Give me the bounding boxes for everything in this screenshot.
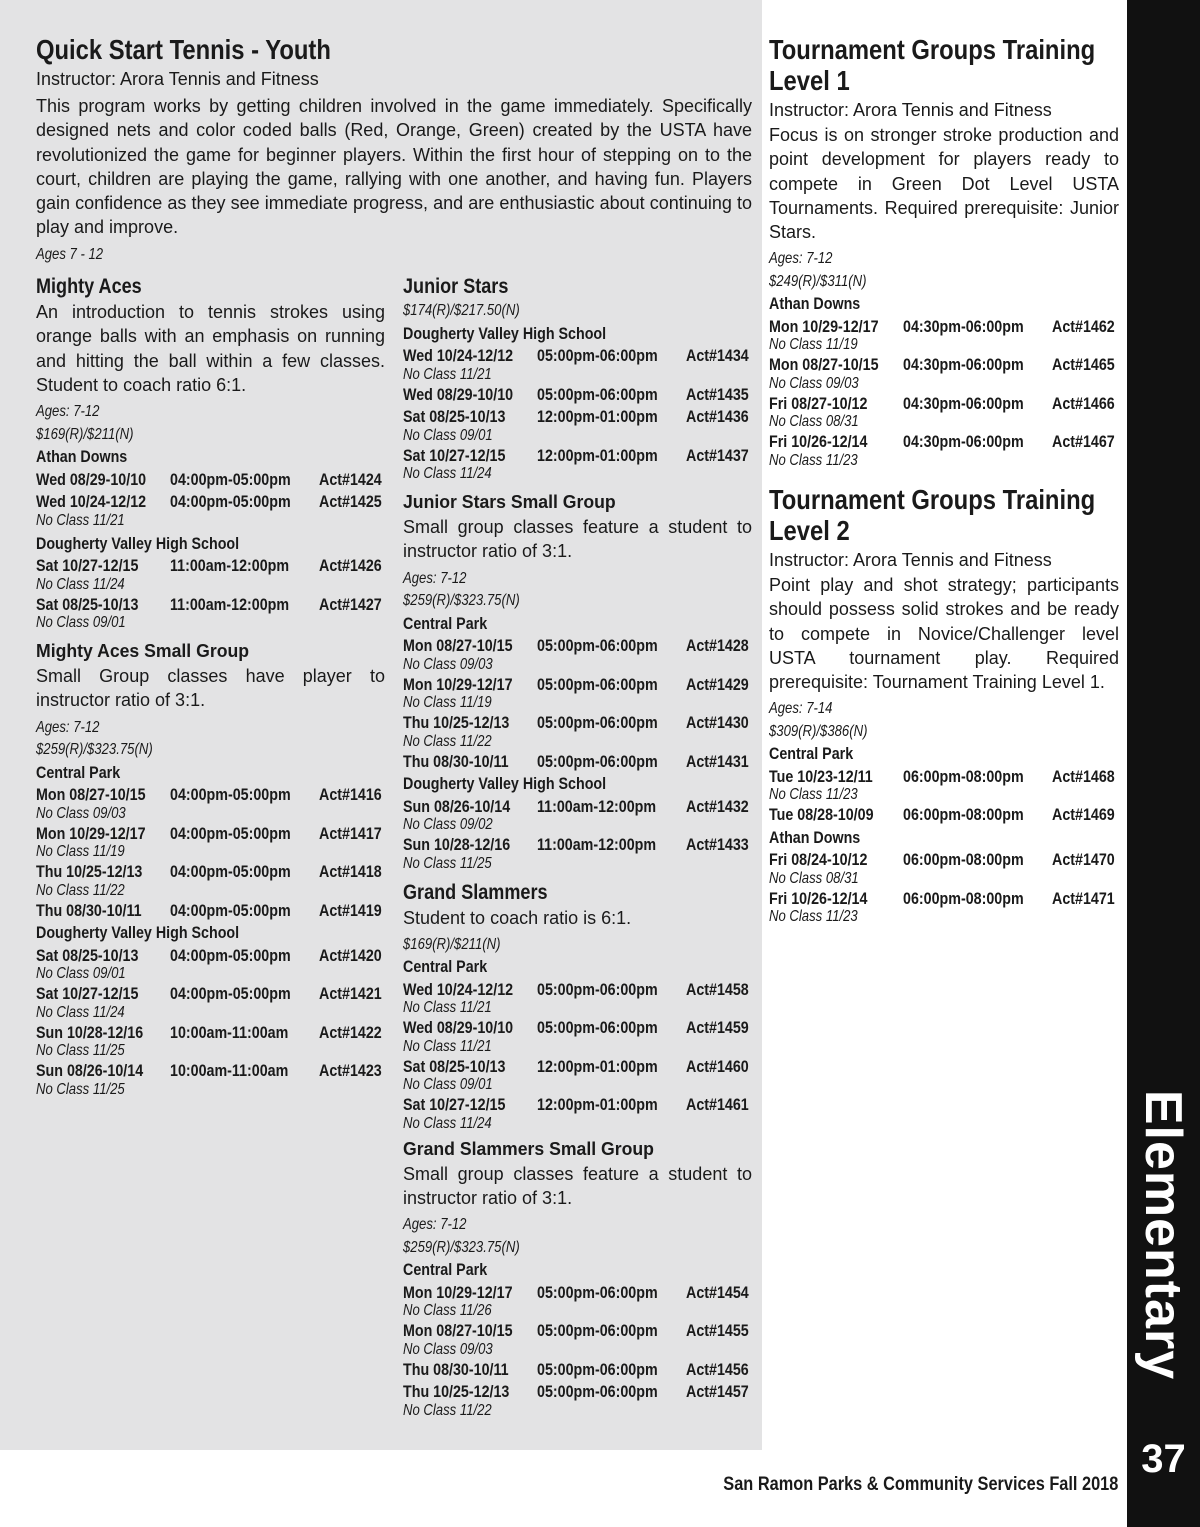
no-class-note: No Class 11/22 [403,1401,492,1419]
section-description: Small Group classes have player to instructor ratio of 3:1. [36,666,385,711]
class-row [769,431,1119,454]
class-dates: Sat 08/25-10/13 [403,1056,506,1076]
section-title: Junior Stars Small Group [403,492,616,512]
section-title: Junior Stars [403,275,509,298]
price-label: $169(R)/$211(N) [36,425,134,443]
section-title-level: Level 1 [769,65,850,96]
class-dates: Fri 10/26-12/14 [769,888,868,908]
class-row [36,823,385,846]
activity-number: Act#1470 [1052,850,1115,870]
class-row [403,1282,752,1305]
class-time: 05:00pm-06:00pm [537,1018,658,1038]
class-dates: Wed 08/29-10/10 [403,1018,514,1038]
class-time: 04:00pm-05:00pm [170,984,291,1004]
class-dates: Sat 08/25-10/13 [36,945,139,965]
section-label: Elementary [1134,1089,1192,1381]
price-label: $259(R)/$323.75(N) [403,1238,520,1256]
price-label: $174(R)/$217.50(N) [403,302,520,319]
class-time: 05:00pm-06:00pm [537,713,658,733]
class-dates: Wed 10/24-12/12 [403,346,514,365]
location-heading: Central Park [769,744,854,764]
class-time: 04:00pm-05:00pm [170,785,291,805]
no-class-note: No Class 11/23 [769,451,858,469]
class-row [769,804,1119,827]
class-time: 11:00am-12:00pm [537,796,657,816]
no-class-note: No Class 11/21 [36,511,125,529]
class-row [403,1017,752,1040]
class-row [36,945,385,968]
class-dates: Mon 08/27-10/15 [403,1321,513,1341]
section-title: Grand Slammers Small Group [403,1138,654,1159]
location-heading: Dougherty Valley High School [36,533,240,553]
class-time: 06:00pm-08:00pm [903,850,1024,870]
no-class-note: No Class 11/19 [36,843,125,861]
no-class-note: No Class 08/31 [769,413,859,431]
class-row [36,491,385,514]
location-heading: Dougherty Valley High School [403,323,607,343]
class-row [36,1060,385,1083]
class-dates: Mon 08/27-10/15 [36,785,146,805]
no-class-note: No Class 11/21 [403,365,492,383]
no-class-note: No Class 09/03 [403,1340,493,1358]
grand-slammers-section [403,879,752,1133]
class-dates: Sat 10/27-12/15 [36,984,139,1004]
class-time: 12:00pm-01:00pm [537,1056,658,1076]
ages-label: Ages: 7-12 [403,569,467,587]
no-class-note: No Class 11/26 [403,1302,492,1320]
class-time: 11:00am-12:00pm [170,556,290,576]
activity-number: Act#1469 [1052,805,1115,825]
no-class-note: No Class 11/24 [403,1114,492,1132]
no-class-note: No Class 11/19 [403,694,492,712]
location-heading: Central Park [403,1260,488,1280]
no-class-note: No Class 09/01 [36,614,126,632]
price-label: $249(R)/$311(N) [769,272,867,290]
class-time: 05:00pm-06:00pm [537,1282,658,1302]
no-class-note: No Class 11/21 [403,1037,492,1055]
class-time: 04:30pm-06:00pm [903,393,1024,413]
no-class-note: No Class 09/01 [36,965,126,983]
mighty-aces-section [36,273,385,632]
class-time: 12:00pm-01:00pm [537,407,658,426]
activity-number: Act#1465 [1052,355,1115,375]
class-time: 12:00pm-01:00pm [537,445,658,465]
no-class-note: No Class 11/24 [403,465,492,482]
no-class-note: No Class 11/23 [769,908,858,926]
section-title: Grand Slammers [403,880,548,904]
location-heading: Central Park [36,762,121,782]
class-time: 04:30pm-06:00pm [903,432,1024,452]
class-dates: Sat 08/25-10/13 [36,594,139,614]
quick-start-intro [36,34,752,266]
class-row [403,834,752,857]
class-dates: Thu 08/30-10/11 [403,1359,509,1379]
location-heading: Athan Downs [36,447,128,467]
class-row [403,979,752,1002]
activity-number: Act#1429 [686,674,749,694]
no-class-note: No Class 09/03 [36,804,126,822]
class-row [36,555,385,578]
activity-number: Act#1459 [686,1018,749,1038]
class-row [403,796,752,819]
instructor-line: Instructor: Arora Tennis and Fitness [769,549,1052,570]
class-time: 10:00am-11:00am [170,1022,289,1042]
class-dates: Thu 10/25-12/13 [403,713,510,733]
activity-number: Act#1419 [319,900,382,920]
activity-number: Act#1462 [1052,316,1115,336]
class-dates: Sun 08/26-10/14 [36,1061,144,1081]
activity-number: Act#1457 [686,1382,749,1402]
class-row [769,849,1119,872]
activity-number: Act#1466 [1052,393,1115,413]
class-time: 04:30pm-06:00pm [903,316,1024,336]
mighty-aces-small-group-section [36,638,385,1099]
section-title: Tournament Groups Training [769,34,1096,65]
class-time: 10:00am-11:00am [170,1061,289,1081]
class-dates: Thu 08/30-10/11 [36,900,142,920]
class-time: 04:00pm-05:00pm [170,469,291,489]
no-class-note: No Class 11/25 [403,854,492,872]
activity-number: Act#1434 [686,346,749,365]
class-row [403,1056,752,1079]
class-dates: Sat 10/27-12/15 [36,556,139,576]
tournament-level-1-section [769,34,1119,470]
no-class-note: No Class 09/02 [403,816,493,834]
class-row [36,861,385,884]
activity-number: Act#1416 [319,785,382,805]
no-class-note: No Class 09/03 [403,655,493,673]
grand-slammers-small-group-section [403,1136,752,1420]
page-footer: San Ramon Parks & Community Services Fall 2018 [722,1474,1118,1495]
section-description: Small group classes feature a student to instructor ratio of 3:1. [403,517,752,562]
class-time: 04:00pm-05:00pm [170,945,291,965]
price-label: $309(R)/$386(N) [769,722,868,740]
class-row [403,406,752,429]
junior-stars-section [403,273,752,483]
activity-number: Act#1468 [1052,766,1115,786]
class-dates: Mon 10/29-12/17 [403,674,513,694]
no-class-note: No Class 09/03 [769,374,859,392]
class-dates: Thu 10/25-12/13 [403,1382,510,1402]
class-row [403,751,752,774]
class-time: 04:00pm-05:00pm [170,900,291,920]
class-row [36,594,385,617]
no-class-note: No Class 11/25 [36,1080,125,1098]
ages-label: Ages: 7-14 [769,700,833,718]
price-label: $169(R)/$211(N) [403,935,501,953]
class-row [36,784,385,807]
class-dates: Sat 10/27-12/15 [403,445,506,465]
class-time: 05:00pm-06:00pm [537,1359,658,1379]
activity-number: Act#1467 [1052,432,1115,452]
location-heading: Dougherty Valley High School [36,923,240,943]
program-description: This program works by getting children involved in the game immediately. Specifically designed nets and color coded balls (Red, Orange, Green) created by the USTA have revolutionized the game for beginner players. Within the first hour of stepping on to the court, children are playing the game, rallying with one another, and having fun. Players gain confidence as they see immediate progress, and are enthusiastic about continuing to play and improve. [36,96,752,238]
class-dates: Thu 08/30-10/11 [403,751,509,771]
activity-number: Act#1455 [686,1321,749,1341]
tournament-level-2-section [769,484,1119,926]
section-description: Focus is on stronger stroke production and point development for players ready to compete in Green Dot Level USTA Tournaments. Required prerequisite: Junior Stars. [769,125,1119,243]
class-dates: Sun 10/28-12/16 [403,835,511,855]
class-dates: Wed 10/24-12/12 [36,492,147,512]
instructor-line: Instructor: Arora Tennis and Fitness [36,69,319,89]
class-dates: Sat 10/27-12/15 [403,1095,506,1115]
activity-number: Act#1421 [319,984,382,1004]
left-column [36,273,385,1099]
class-row [36,983,385,1006]
ages-label: Ages: 7-12 [36,403,100,421]
class-time: 04:00pm-05:00pm [170,823,291,843]
activity-number: Act#1433 [686,835,749,855]
activity-number: Act#1427 [319,594,382,614]
class-dates: Wed 08/29-10/10 [403,384,514,404]
class-row [769,393,1119,416]
class-time: 05:00pm-06:00pm [537,751,658,771]
class-time: 11:00am-12:00pm [537,835,657,855]
ages-label: Ages: 7-12 [36,718,100,736]
no-class-note: No Class 11/23 [769,786,858,804]
location-heading: Central Park [403,613,488,633]
class-row [36,469,385,492]
right-column [769,34,1119,926]
class-dates: Wed 08/29-10/10 [36,469,147,489]
class-dates: Mon 10/29-12/17 [403,1282,513,1302]
activity-number: Act#1436 [686,407,749,426]
class-row [403,1381,752,1404]
class-row [36,1022,385,1045]
activity-number: Act#1456 [686,1359,749,1379]
page-number: 37 [1141,1437,1186,1481]
activity-number: Act#1425 [319,492,382,512]
location-heading: Dougherty Valley High School [403,774,607,794]
ages-label: Ages 7 - 12 [36,245,104,263]
no-class-note: No Class 11/25 [36,1042,125,1060]
class-row [403,445,752,468]
activity-number: Act#1461 [686,1095,749,1115]
class-row [403,712,752,735]
class-row [403,1320,752,1343]
section-title: Mighty Aces [36,275,142,298]
class-time: 05:00pm-06:00pm [537,636,658,656]
activity-number: Act#1431 [686,751,749,771]
class-row [403,674,752,697]
class-time: 05:00pm-06:00pm [537,674,658,694]
activity-number: Act#1432 [686,796,749,816]
class-row [769,766,1119,789]
class-time: 05:00pm-06:00pm [537,346,658,365]
class-dates: Mon 08/27-10/15 [403,636,513,656]
class-dates: Mon 08/27-10/15 [769,355,879,375]
activity-number: Act#1435 [686,384,749,404]
activity-number: Act#1424 [319,469,382,489]
class-dates: Sun 10/28-12/16 [36,1022,144,1042]
activity-number: Act#1417 [319,823,382,843]
ages-label: Ages: 7-12 [769,250,833,268]
section-description: Student to coach ratio is 6:1. [403,907,632,928]
activity-number: Act#1454 [686,1282,749,1302]
no-class-note: No Class 09/01 [403,426,493,444]
activity-number: Act#1423 [319,1061,382,1081]
class-dates: Fri 08/24-10/12 [769,850,868,870]
class-time: 12:00pm-01:00pm [537,1095,658,1115]
location-heading: Athan Downs [769,827,861,847]
class-time: 06:00pm-08:00pm [903,805,1024,825]
class-dates: Tue 10/23-12/11 [769,766,873,786]
junior-stars-small-group-section [403,489,752,873]
class-time: 04:00pm-05:00pm [170,862,291,882]
class-time: 06:00pm-08:00pm [903,888,1024,908]
class-dates: Fri 08/27-10/12 [769,393,868,413]
price-label: $259(R)/$323.75(N) [403,592,520,610]
class-row [36,900,385,923]
class-row [403,1359,752,1382]
class-dates: Mon 10/29-12/17 [769,316,879,336]
class-row [769,354,1119,377]
class-time: 05:00pm-06:00pm [537,384,658,404]
class-dates: Sun 08/26-10/14 [403,796,511,816]
activity-number: Act#1460 [686,1056,749,1076]
no-class-note: No Class 11/22 [403,732,492,750]
no-class-note: No Class 11/21 [403,999,492,1017]
section-title: Tournament Groups Training [769,483,1096,515]
activity-number: Act#1418 [319,862,382,882]
class-row [769,316,1119,339]
class-dates: Wed 10/24-12/12 [403,979,514,999]
no-class-note: No Class 11/24 [36,1003,125,1021]
section-title-level: Level 2 [769,514,850,546]
activity-number: Act#1430 [686,713,749,733]
class-dates: Mon 10/29-12/17 [36,823,146,843]
class-dates: Sat 08/25-10/13 [403,407,506,426]
ages-label: Ages: 7-12 [403,1216,467,1234]
activity-number: Act#1420 [319,945,382,965]
class-dates: Fri 10/26-12/14 [769,432,868,452]
no-class-note: No Class 09/01 [403,1076,493,1094]
location-heading: Central Park [403,957,488,977]
section-description: Small group classes feature a student to instructor ratio of 3:1. [403,1163,752,1209]
section-description: An introduction to tennis strokes using orange balls with an emphasis on running and hitting the ball within a few classes. Student to coach ratio 6:1. [36,302,385,395]
no-class-note: No Class 11/24 [36,575,125,593]
activity-number: Act#1437 [686,445,749,465]
class-row [403,384,752,407]
activity-number: Act#1458 [686,979,749,999]
class-time: 05:00pm-06:00pm [537,979,658,999]
class-row [769,888,1119,911]
page-title: Quick Start Tennis - Youth [36,34,331,65]
class-row [403,345,752,368]
class-time: 06:00pm-08:00pm [903,766,1024,786]
class-dates: Tue 08/28-10/09 [769,805,874,825]
class-time: 04:00pm-05:00pm [170,492,291,512]
section-title: Mighty Aces Small Group [36,641,250,662]
instructor-line: Instructor: Arora Tennis and Fitness [769,100,1052,120]
class-row [403,635,752,658]
no-class-note: No Class 11/19 [769,336,858,354]
no-class-note: No Class 11/22 [36,881,125,899]
class-time: 11:00am-12:00pm [170,594,290,614]
activity-number: Act#1471 [1052,888,1115,908]
class-row [403,1094,752,1117]
location-heading: Athan Downs [769,294,861,314]
activity-number: Act#1422 [319,1022,382,1042]
no-class-note: No Class 08/31 [769,869,859,887]
price-label: $259(R)/$323.75(N) [36,741,153,759]
section-description: Point play and shot strategy; participants should possess solid strokes and be ready to compete in Novice/Challenger level USTA tournament play. Required prerequisite: Tournament Training Level 1. [769,574,1119,693]
activity-number: Act#1426 [319,556,382,576]
class-time: 04:30pm-06:00pm [903,355,1024,375]
activity-number: Act#1428 [686,636,749,656]
class-time: 05:00pm-06:00pm [537,1321,658,1341]
class-dates: Thu 10/25-12/13 [36,862,143,882]
class-time: 05:00pm-06:00pm [537,1382,658,1402]
middle-column [403,273,752,1420]
